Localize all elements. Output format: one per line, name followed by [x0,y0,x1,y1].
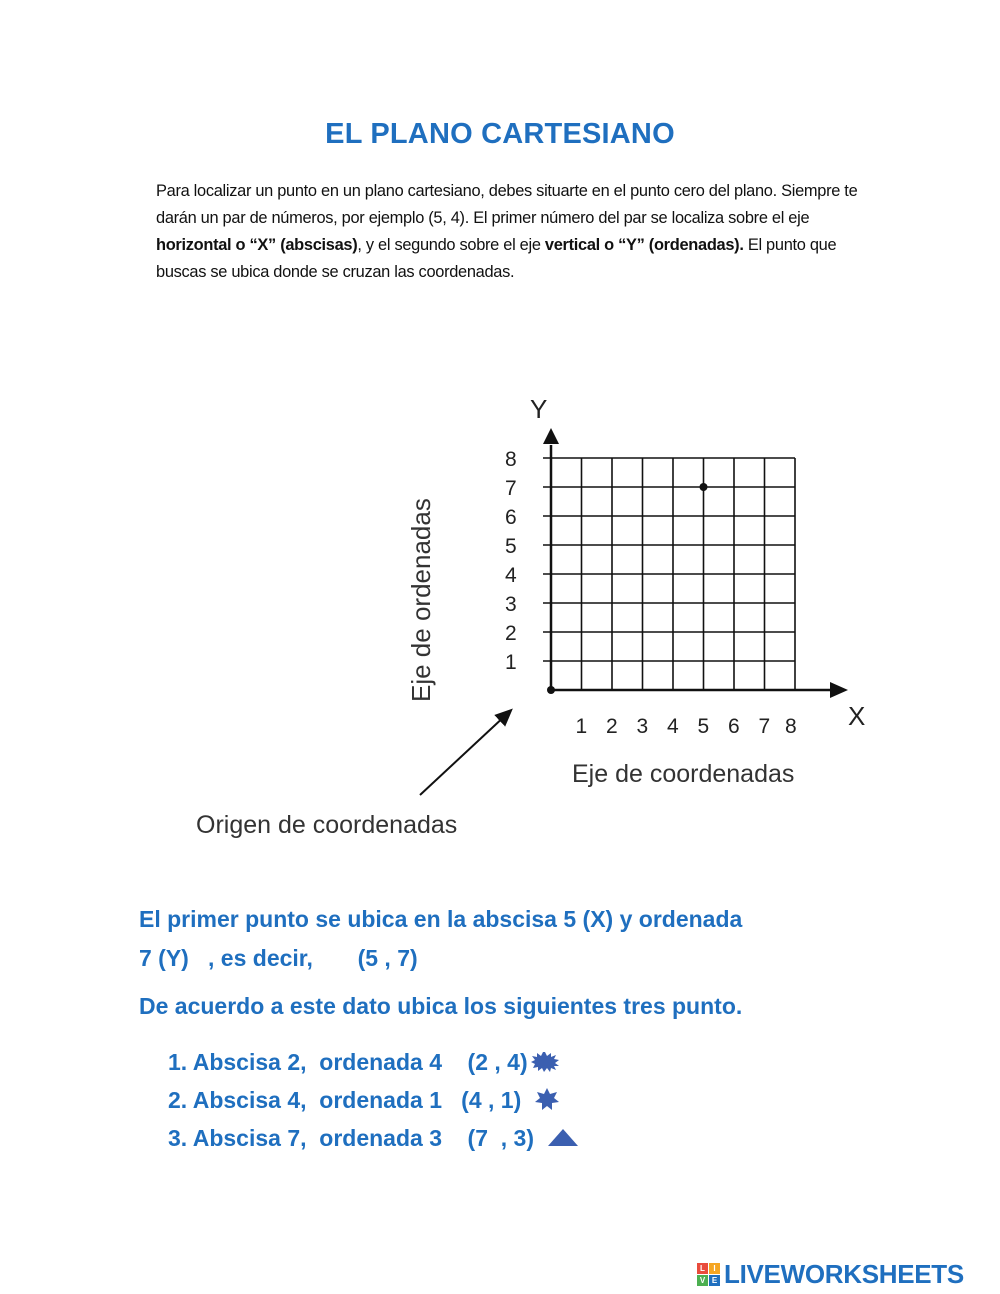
y-tick-label: 3 [505,593,517,616]
y-tick-label: 8 [505,448,517,471]
footer-brand [697,1254,964,1294]
y-tick-label: 7 [505,477,517,500]
x-tick-label: 7 [758,715,771,738]
example-statement [139,900,879,978]
x-tick-label: 2 [606,715,618,738]
y-tick-label: 2 [505,622,517,645]
instruction-text: De acuerdo a este dato ubica los siguientes tres punto. [139,993,743,1019]
logo-letter: V [697,1275,708,1286]
y-axis-title: Eje de ordenadas [406,498,436,702]
x-axis-arrow-icon [830,682,848,698]
x-tick-label: 3 [636,715,649,738]
logo-letter: I [709,1263,720,1274]
intro-text-3: El punto que buscas se ubica donde se cruzan las coordenadas. [156,236,837,281]
intro-bold-horizontal: horizontal o “X” (abscisas) [156,236,358,254]
x-tick-label: 5 [697,715,710,738]
y-tick-label: 4 [505,564,517,587]
x-axis-title: Eje de coordenadas [572,760,795,788]
y-tick-label: 6 [505,506,517,529]
x-tick-labels [576,715,797,738]
origin-label: Origen de coordenadas [196,811,458,839]
list-item-text: 1. Abscisa 2, ordenada 4 (2 , 4) [168,1049,528,1075]
logo-letter: L [697,1263,708,1274]
x-tick-label: 1 [575,715,588,738]
cartesian-plane-diagram [0,380,1000,850]
burst-icon[interactable] [530,1051,560,1073]
statement-line-1: El primer punto se ubica en la abscisa 5 (X) y ordenada [139,906,743,932]
points-list [168,1043,728,1157]
y-tick-labels [505,448,517,674]
list-item [168,1043,728,1081]
y-tick-label: 5 [505,535,517,558]
statement-line-2: 7 (Y) , es decir, (5 , 7) [139,945,418,971]
origin-pointer-arrow [420,714,507,795]
list-item-text: 3. Abscisa 7, ordenada 3 (7 , 3) [168,1125,541,1151]
list-item [168,1119,728,1157]
y-tick-label: 1 [505,651,517,674]
list-item [168,1081,728,1119]
intro-bold-vertical: vertical o “Y” (ordenadas). [544,236,744,254]
page-title: EL PLANO CARTESIANO [325,118,675,150]
logo-letter: E [709,1275,720,1286]
y-axis-letter: Y [530,394,548,424]
origin-dot [547,686,555,694]
grid-lines [543,458,795,690]
intro-text-2: , y el segundo sobre el eje [357,236,545,254]
liveworksheets-logo-icon [697,1263,720,1286]
list-item-text: 2. Abscisa 4, ordenada 1 (4 , 1) [168,1087,528,1113]
plotted-point-5-7 [700,483,708,491]
x-tick-label: 8 [785,715,797,738]
x-axis-letter: X [848,701,866,731]
intro-paragraph [156,178,866,286]
triangle-icon[interactable] [546,1127,580,1149]
brand-name: LIVEWORKSHEETS [724,1258,964,1289]
star-icon[interactable] [534,1087,560,1113]
intro-text-1: Para localizar un punto en un plano cartesiano, debes situarte en el punto cero del plano. Siempre te darán un par de números, por ejemplo (5, 4). El primer número del par se localiza sobre el eje [156,182,858,227]
x-tick-label: 4 [667,715,679,738]
x-tick-label: 6 [728,715,740,738]
y-axis-arrow-icon [543,428,559,444]
